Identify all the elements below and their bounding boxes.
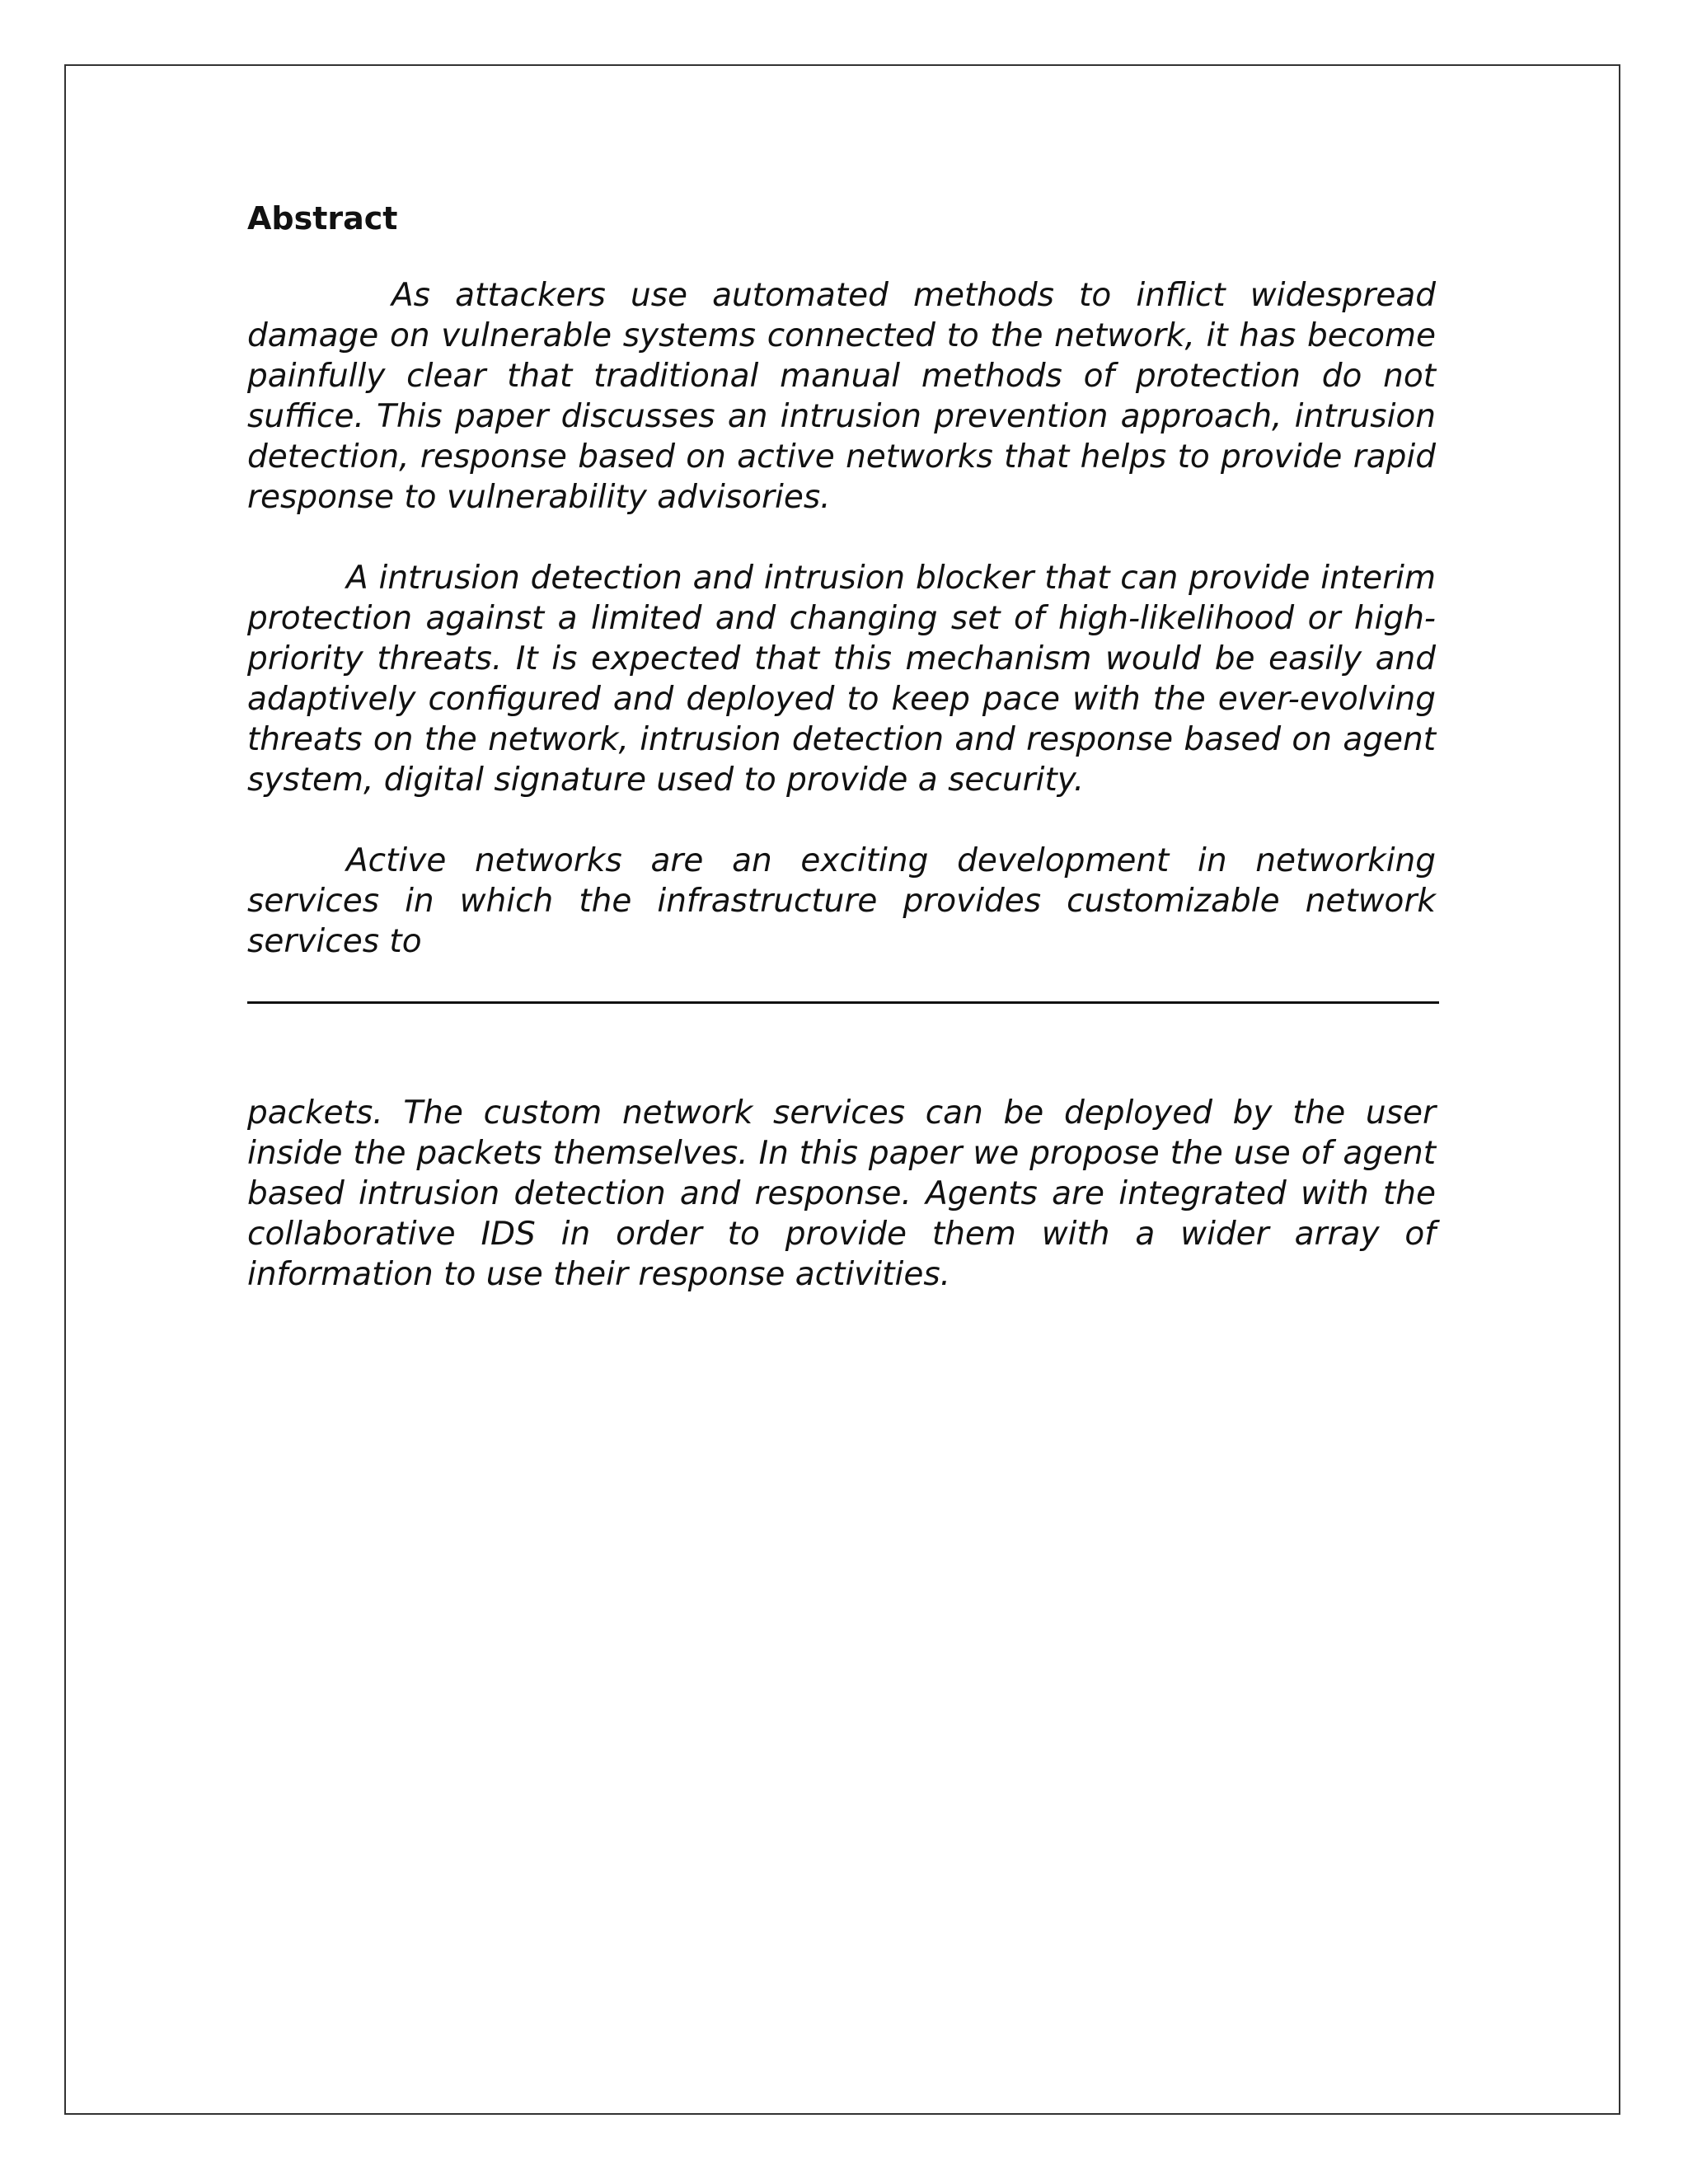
document-body xyxy=(247,198,1436,1295)
abstract-paragraph-3: Active networks are an exciting development in networking services in which the infrastructure provides customizable network services to xyxy=(247,842,1436,960)
abstract-paragraph-4: packets. The custom network services can be deployed by the user inside the packets themselves. In this paper we propose the use of agent based intrusion detection and response. Agents are integrated with the collaborative IDS in order to provide them with a wider array of information to use their response activities. xyxy=(247,1094,1436,1293)
section-divider xyxy=(247,1001,1439,1004)
abstract-paragraph-1: As attackers use automated methods to inflict widespread damage on vulnerable systems connected to the network, it has become painfully clear that traditional manual methods of protection do not suffice. This paper discusses an intrusion prevention approach, intrusion detection, response based on active networks that helps to provide rapid response to vulnerability advisories. xyxy=(247,277,1436,516)
abstract-paragraph-2: A intrusion detection and intrusion blocker that can provide interim protection against a limited and changing set of high-likelihood or high-priority threats. It is expected that this mechanism would be easily and adaptively configured and deployed to keep pace with the ever-evolving threats on the network, intrusion detection and response based on agent system, digital signature used to provide a security. xyxy=(247,560,1436,799)
abstract-heading: Abstract xyxy=(247,200,398,237)
